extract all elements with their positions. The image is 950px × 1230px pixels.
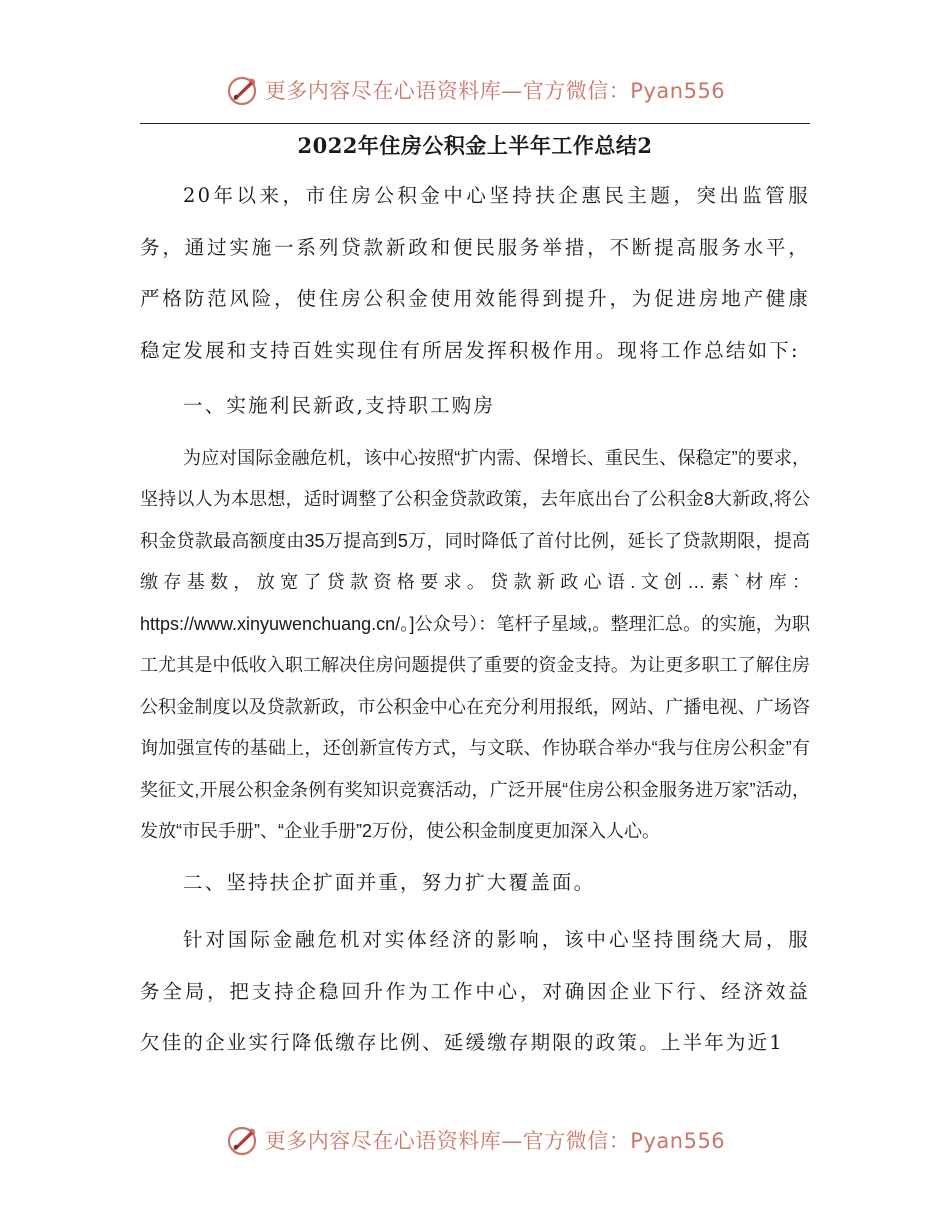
banner-text: 更多内容尽在心语资料库—官方微信：Pyan556	[264, 1129, 726, 1153]
footer-banner	[0, 1120, 950, 1160]
header-divider	[140, 123, 810, 124]
section-2-paragraph: 针对国际金融危机对实体经济的影响，该中心坚持围绕大局，服务全局，把支持企稳回升作为工作中心，对确因企业下行、经济效益欠佳的企业实行降低缴存比例、延缓缴存期限的政策。上半年为近1	[140, 928, 810, 1054]
quill-logo-icon	[225, 1123, 259, 1157]
section-1-heading: 一、实施利民新政,支持职工购房	[183, 394, 496, 417]
section-1-paragraph: 为应对国际金融危机，该中心按照“扩内需、保增长、重民生、保稳定”的要求，坚持以人为本思想，适时调整了公积金贷款政策，去年底出台了公积金8大新政,将公积金贷款最高额度由35万提高到5万，同时降低了首付比例，延长了贷款期限，提高缴存基数，放宽了贷款资格要求。贷款新政心语.文创…素`材库：https://www.xinyuwenchuang.cn/。]公众号）：笔杆子星域,。整理汇总。的实施，为职工尤其是中低收入职工解决住房问题提供了重要的资金支持。为让更多职工了解住房公积金制度以及贷款新政，市公积金中心在充分利用报纸，网站、广播电视、广场咨询加强宣传的基础上，还创新宣传方式，与文联、作协联合举办“我与住房公积金”有奖征文,开展公积金条例有奖知识竞赛活动，广泛开展“住房公积金服务进万家”活动，发放“市民手册”、“企业手册”2万份，使公积金制度更加深入人心。	[140, 447, 810, 841]
section-2-heading: 二、坚持扶企扩面并重，努力扩大覆盖面。	[183, 870, 596, 894]
banner-text: 更多内容尽在心语资料库—官方微信：Pyan556	[264, 79, 726, 103]
document-title: 2022年住房公积金上半年工作总结2	[297, 133, 653, 158]
document-body	[140, 170, 810, 1069]
header-banner	[0, 70, 950, 110]
quill-logo-icon	[225, 73, 259, 107]
intro-paragraph: 20年以来，市住房公积金中心坚持扶企惠民主题，突出监管服务，通过实施一系列贷款新政和便民服务举措，不断提高服务水平，严格防范风险，使住房公积金使用效能得到提升，为促进房地产健康稳定发展和支持百姓实现住有所居发挥积极作用。现将工作总结如下:	[140, 184, 810, 362]
